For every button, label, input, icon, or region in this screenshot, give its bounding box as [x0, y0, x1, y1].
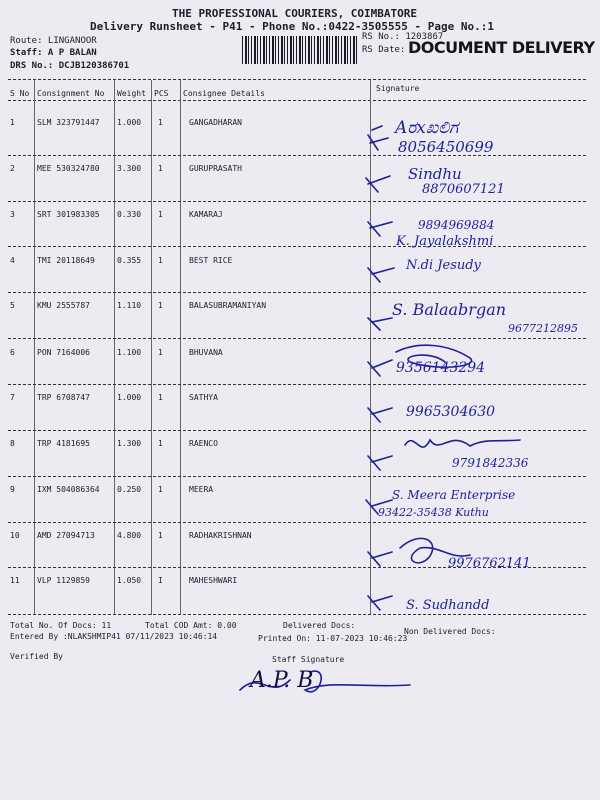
row-weight: 3.300	[117, 164, 142, 173]
row-consignment: KMU 2555787	[37, 301, 90, 310]
row-pcs: 1	[158, 256, 163, 265]
row-sno: 8	[10, 439, 15, 448]
signature-tick	[368, 268, 394, 282]
row-consignment: AMD 27094713	[37, 531, 95, 540]
row-sno: 10	[10, 531, 20, 540]
row-consignment: MEE 530324780	[37, 164, 100, 173]
row-consignment: IXM 504086364	[37, 485, 100, 494]
row-consignee: RAENCO	[189, 439, 218, 448]
row-sno: 7	[10, 393, 15, 402]
row-pcs: 1	[158, 118, 163, 127]
phone-handwriting: 8870607121	[422, 182, 505, 197]
row-consignment: SRT 301983305	[37, 210, 100, 219]
signature-handwriting: N.di Jesudy	[406, 258, 481, 273]
row-weight: 1.100	[117, 348, 142, 357]
row-consignee: BHUVANA	[189, 348, 223, 357]
row-weight: 1.000	[117, 393, 142, 402]
drs-number: DRS No.: DCJB120386701	[10, 61, 130, 71]
phone-handwriting: 9976762141	[448, 556, 531, 571]
row-consignee: GANGADHARAN	[189, 118, 242, 127]
signature-tick	[368, 126, 388, 150]
signature-handwriting: Aರxಖಲಿಗ	[395, 118, 459, 138]
row-weight: 1.050	[117, 576, 142, 585]
signature-handwriting: S. Balaabrgan	[392, 300, 507, 319]
signature-handwriting: S. Sudhandd	[406, 598, 490, 613]
row-pcs: 1	[158, 348, 163, 357]
route-label: Route: LINGANOOR	[10, 36, 97, 46]
row-weight: 0.330	[117, 210, 142, 219]
entered-by: Entered By :NLAKSHMIP41 07/11/2023 10:46:14	[10, 632, 218, 641]
column-header-pcs: PCS	[154, 89, 169, 98]
signature-tick	[368, 222, 392, 236]
phone-handwriting: 9894969884	[418, 218, 495, 232]
row-pcs: 1	[158, 164, 163, 173]
row-consignee: BALASUBRAMANIYAN	[189, 301, 267, 310]
rs-date-label: RS Date:	[362, 45, 406, 55]
row-consignment: VLP 1129859	[37, 576, 90, 585]
signature-scribble	[405, 440, 520, 447]
signature-tick	[368, 360, 392, 376]
company-title: THE PROFESSIONAL COURIERS, COIMBATORE	[172, 7, 418, 20]
staff-label: Staff: A P BALAN	[10, 48, 97, 58]
row-sno: 9	[10, 485, 15, 494]
rs-number: RS No.: 1203867	[362, 32, 444, 42]
row-consignment: TRP 6708747	[37, 393, 90, 402]
row-consignee: GURUPRASATH	[189, 164, 242, 173]
total-cod: Total COD Amt: 0.00	[145, 621, 237, 630]
row-weight: 1.300	[117, 439, 142, 448]
row-consignee: SATHYA	[189, 393, 218, 402]
printed-on: Printed On: 11-07-2023 10:46:23	[258, 634, 408, 643]
row-sno: 5	[10, 301, 15, 310]
row-consignee: BEST RICE	[189, 256, 233, 265]
row-consignment: PON 7164006	[37, 348, 90, 357]
row-consignment: TMI 20118649	[37, 256, 95, 265]
row-pcs: 1	[158, 210, 163, 219]
phone-handwriting: 93422-35438 Kuthu	[378, 506, 489, 519]
row-weight: 0.355	[117, 256, 142, 265]
signature-tick	[366, 176, 390, 192]
row-sno: 4	[10, 256, 15, 265]
column-header-consignee: Consignee Details	[183, 89, 265, 98]
signature-tick	[368, 456, 392, 470]
staff-signature-handwriting: A.P. B	[250, 668, 314, 693]
row-sno: 6	[10, 348, 15, 357]
row-pcs: 1	[158, 485, 163, 494]
row-pcs: 1	[158, 531, 163, 540]
row-pcs: I	[158, 576, 163, 585]
row-sno: 1	[10, 118, 15, 127]
phone-handwriting: 9356143294	[396, 360, 486, 376]
total-docs: Total No. Of Docs: 11	[10, 621, 112, 630]
signature-handwriting: S. Meera Enterprise	[392, 488, 516, 502]
delivered-docs: Delivered Docs:	[283, 621, 356, 630]
phone-handwriting: 9677212895	[508, 322, 578, 335]
non-delivered-docs: Non Delivered Docs:	[404, 627, 496, 636]
signature-handwriting: Sindhu	[408, 165, 462, 183]
row-sno: 3	[10, 210, 15, 219]
row-pcs: 1	[158, 393, 163, 402]
verified-by: Verified By	[10, 652, 63, 661]
phone-handwriting: 9965304630	[406, 404, 496, 420]
signature-handwriting: K. Jayalakshmi	[396, 234, 494, 249]
staff-signature-label: Staff Signature	[272, 655, 345, 664]
signature-tick	[368, 408, 392, 422]
row-sno: 2	[10, 164, 15, 173]
runsheet-subtitle: Delivery Runsheet - P41 - Phone No.:0422-3505555 - Page No.:1	[90, 20, 494, 33]
document-delivery-stamp: DOCUMENT DELIVERY	[408, 38, 595, 57]
row-weight: 1.110	[117, 301, 142, 310]
column-header-consignment: Consignment No	[37, 89, 105, 98]
column-header-sno: S No	[10, 89, 30, 98]
row-consignee: RADHAKRISHNAN	[189, 531, 252, 540]
row-consignee: MAHESHWARI	[189, 576, 238, 585]
signature-tick	[368, 552, 392, 566]
column-header-signature: Signature	[376, 84, 420, 93]
signature-tick	[368, 318, 392, 330]
row-consignment: SLM 323791447	[37, 118, 100, 127]
column-header-weight: Weight	[117, 89, 146, 98]
row-weight: 4.800	[117, 531, 142, 540]
phone-handwriting: 8056450699	[398, 138, 494, 156]
phone-handwriting: 9791842336	[452, 456, 529, 470]
row-weight: 0.250	[117, 485, 142, 494]
row-weight: 1.000	[117, 118, 142, 127]
row-consignment: TRP 4181695	[37, 439, 90, 448]
signature-tick	[368, 596, 392, 610]
row-consignee: MEERA	[189, 485, 214, 494]
row-pcs: 1	[158, 301, 163, 310]
row-sno: 11	[10, 576, 20, 585]
row-consignee: KAMARAJ	[189, 210, 223, 219]
row-pcs: 1	[158, 439, 163, 448]
